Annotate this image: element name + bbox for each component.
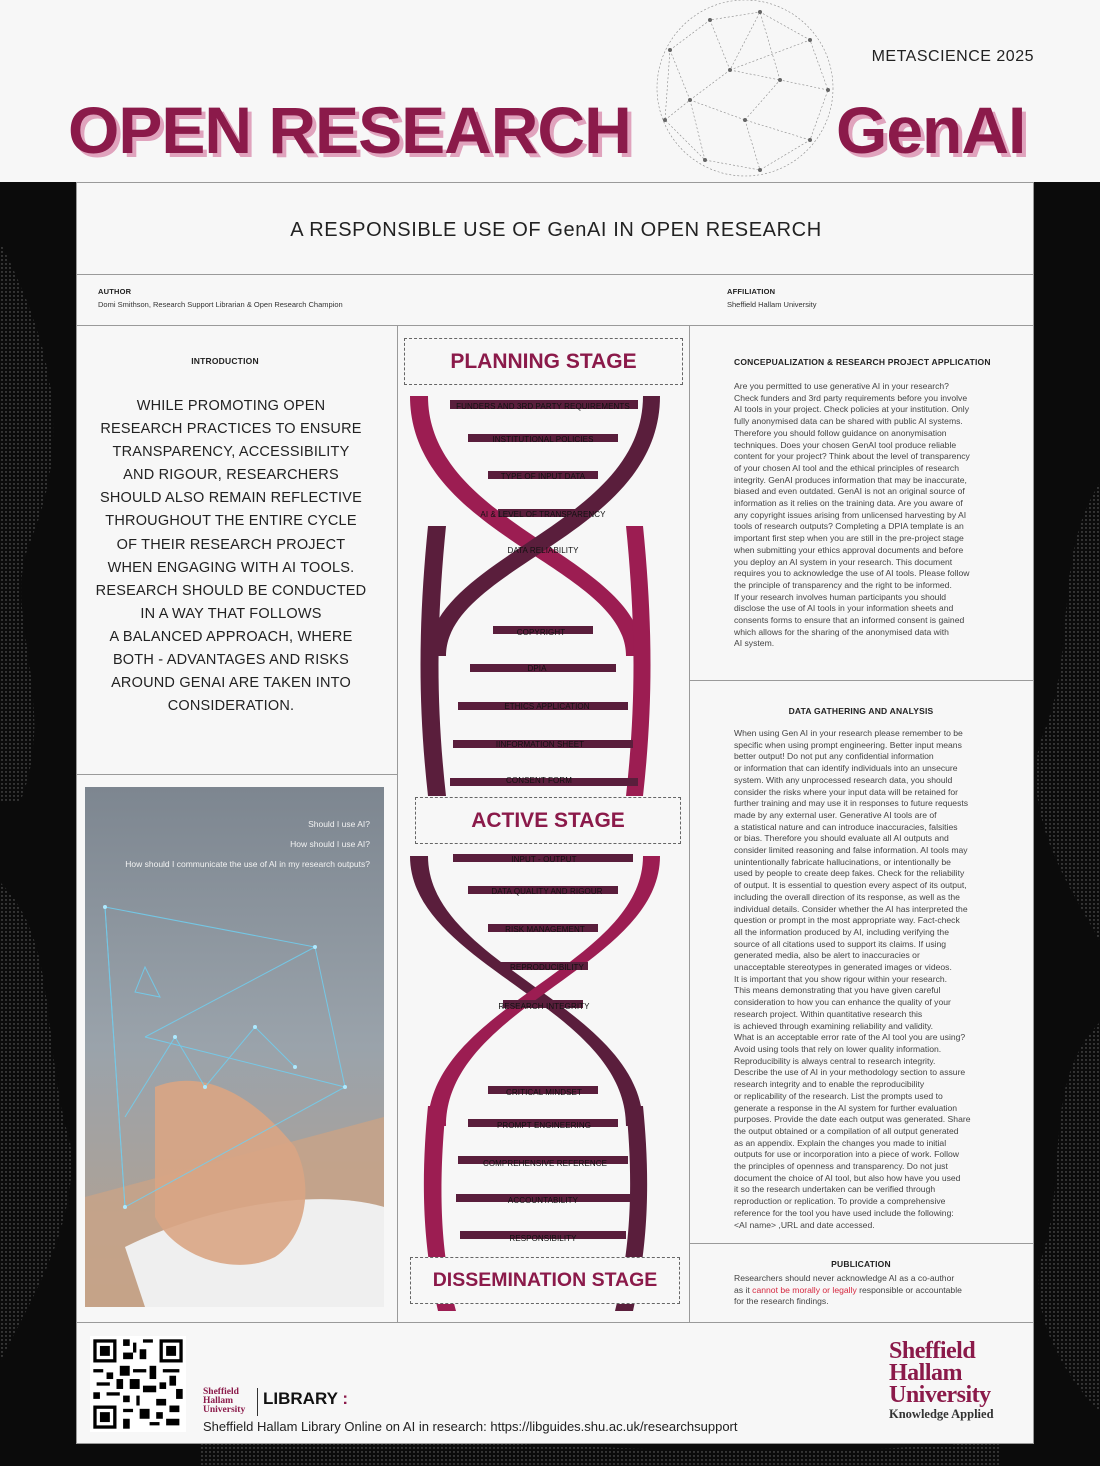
conference-label: METASCIENCE 2025 — [871, 48, 1034, 65]
concept-line: the principle of transparency and the right to be informed. — [734, 579, 952, 590]
data-line: made by any external user. Generative AI tools are of — [734, 809, 937, 820]
concept-line: AI system. — [734, 638, 775, 649]
concept-line: If your research involves human participants you should — [734, 591, 947, 602]
rung-ethics-application: ETHICS APPLICATION — [504, 702, 590, 711]
concept-line: content for your project? Think about the level of transparency — [734, 451, 970, 462]
rung-reproducibility: REPRODUCIBILITY — [510, 963, 584, 972]
data-line: used by people to create deep fakes. Check for the reliability — [734, 868, 965, 879]
photo-question-1: Should I use AI? — [308, 819, 370, 829]
data-line: or bias. Therefore you should evaluate all AI outputs and — [734, 833, 949, 844]
pub-line-3: for the research findings. — [734, 1296, 829, 1307]
data-line: including the overall direction of its response, as well as the — [734, 891, 960, 902]
data-line: consider the risks where your input data will be retained for — [734, 786, 959, 797]
author-label: AUTHOR — [98, 287, 132, 296]
rung-funders: FUNDERS AND 3RD PARTY REQUIREMENTS — [456, 402, 630, 411]
poster-header — [0, 0, 1100, 182]
photo-question-3: How should I communicate the use of AI in my research outputs? — [125, 859, 370, 869]
intro-line: WHILE PROMOTING OPEN — [136, 398, 326, 414]
data-line: unacceptable stereotypes in generated images or videos. — [734, 962, 952, 973]
rung-ai-transparency: AI & LEVEL OF TRANSPARENCY — [480, 510, 606, 519]
concept-line: integrity. GenAI produces information that may be inaccurate, — [734, 474, 967, 485]
data-line: purposes. Provide the date each output was generated. Share — [734, 1114, 971, 1125]
data-line: Reproducibility is always central to research integrity. — [734, 1055, 936, 1066]
data-line: specific when using prompt engineering. Better input means — [734, 739, 962, 750]
data-line: further training and may use it in responses to future requests — [734, 798, 969, 809]
data-line: all the information produced by AI, including verifying the — [734, 926, 949, 937]
data-line: or replicability of the research. List the prompts used to — [734, 1090, 943, 1101]
concept-line: which allows for the sharing of the anonymised data with — [734, 626, 949, 637]
data-line: What is an acceptable error rate of the AI tool you are using? — [734, 1032, 966, 1043]
data-line: generated media, also be alert to inaccuracies or — [734, 950, 920, 961]
concept-line: fully anonymised data can be shared with public AI systems. — [734, 416, 963, 427]
data-line: unintentionally fabricate hallucinations, or intentionally be — [734, 856, 951, 867]
intro-line: AROUND GENAI ARE TAKEN INTO — [111, 675, 351, 692]
concept-line: any copyright issues arising from unlicensed harvesting by AI — [734, 509, 967, 520]
rung-prompt-engineering: PROMPT ENGINEERING — [496, 1121, 592, 1130]
data-line: document the choice of AI tool, but also how have you used — [734, 1172, 961, 1183]
intro-line: OF THEIR RESEARCH PROJECT — [116, 536, 346, 553]
active-stage-box: ACTIVE STAGE — [415, 797, 681, 844]
concept-line: Therefore you should follow guidance on anonymisation — [734, 427, 947, 438]
data-line: When using Gen AI in your research please remember to be — [734, 728, 963, 738]
data-line: reference for the tool you have used include the following: — [734, 1207, 954, 1218]
author-value: Domi Smithson, Research Support Librarian & Open Research Champion — [98, 300, 343, 309]
affiliation-label: AFFILIATION — [727, 287, 776, 296]
intro-line: RESEARCH PRACTICES TO ENSURE — [100, 421, 362, 438]
intro-line: TRANSPARENCY, ACCESSIBILITY — [112, 444, 350, 461]
publication-heading: PUBLICATION — [831, 1259, 891, 1269]
title-genai: GenAI — [836, 93, 1026, 167]
photo-question-2: How should I use AI? — [290, 839, 370, 849]
intro-line: AND RIGOUR, RESEARCHERS — [123, 467, 339, 484]
intro-line: THROUGHOUT THE ENTIRE CYCLE — [105, 513, 357, 530]
poster-card — [76, 182, 1034, 1444]
rung-research-integrity: RESEARCH INTEGRITY — [498, 1002, 590, 1011]
concept-line: disclose the use of AI tools in your information sheets and — [734, 603, 954, 614]
data-gathering-text — [734, 728, 1024, 1231]
dissemination-stage-box: DISSEMINATION STAGE — [410, 1257, 680, 1304]
conceptualization-heading: CONCEPUALIZATION & RESEARCH PROJECT APPLICATION — [734, 357, 991, 367]
concept-line: requires you to acknowledge the use of AI tools. Please follow — [734, 568, 970, 579]
planning-stage-box: PLANNING STAGE — [404, 338, 683, 385]
intro-line: A BALANCED APPROACH, WHERE — [109, 628, 353, 645]
rung-input-output: INPUT - OUTPUT — [511, 855, 577, 864]
concept-line: techniques. Does your chosen GenAI tool produce reliable — [734, 439, 957, 450]
concept-line: information as it relies on the training data. Are you aware of — [734, 498, 963, 509]
intro-line: SHOULD ALSO REMAIN REFLECTIVE — [99, 490, 363, 507]
rung-consent-form: CONSENT FORM — [506, 776, 572, 785]
data-line: it so the research undertaken can be verified through — [734, 1184, 936, 1195]
data-line: is achieved through examining reliability and validity. — [734, 1020, 934, 1031]
data-line: the output obtained or a compilation of all output generated — [734, 1125, 959, 1136]
data-line: Avoid using tools that rely on lower quality information. — [734, 1043, 942, 1054]
concept-line: biased and even outdated. GenAI is not an original source of — [734, 486, 965, 497]
data-line: reproduction or replication. To provide a comprehensive — [734, 1196, 946, 1207]
concept-line: Are you permitted to use generative AI in your research? — [734, 381, 949, 391]
intro-line: CONSIDERATION. — [167, 698, 295, 715]
rung-risk-management: RISK MANAGEMENT — [505, 925, 585, 934]
rung-data-quality: DATA QUALITY AND RIGOUR — [491, 887, 603, 896]
data-line: Describe the use of AI in your methodology section to assure — [734, 1067, 966, 1078]
rung-information-sheet: IINFORMATION SHEET — [495, 740, 585, 749]
data-line: a statistical nature and can introduce inaccuracies, falsities — [734, 821, 958, 832]
rung-copyright: COPYRIGHT — [516, 628, 566, 637]
data-line: research project. Within quantitative research this — [734, 1008, 923, 1019]
shu-logo: Sheffield Hallam University Knowledge Applied — [889, 1340, 1029, 1422]
data-line: system. With any unprocessed research data, you should — [734, 774, 953, 785]
data-line: research integrity and to enable the reproducibility — [734, 1079, 925, 1090]
introduction-heading: INTRODUCTION — [191, 356, 259, 366]
intro-line: RESEARCH SHOULD BE CONDUCTED — [95, 582, 367, 599]
data-line: or information that can identify individuals into an unsecure — [734, 763, 958, 774]
network-globe-graphic — [650, 0, 840, 182]
data-line: individual details. Consider whether the AI has interpreted the — [734, 903, 968, 914]
data-line: This means demonstrating that you have given careful — [734, 985, 941, 996]
data-line: consider limited reasoning and false information. AI tools may — [734, 845, 968, 856]
pub-line-1: Researchers should never acknowledge AI as a co-author — [734, 1273, 955, 1283]
data-line: question or prompt in the most appropriate way. Fact-check — [734, 915, 960, 926]
intro-line: WHEN ENGAGING WITH AI TOOLS. — [107, 559, 355, 576]
data-line: outputs for use or incorporation into a piece of work. Follow — [734, 1149, 959, 1160]
data-line: source of all citations used to support its claims. If using — [734, 938, 947, 949]
data-line: generate a response in the AI system for further evaluation — [734, 1102, 958, 1113]
concept-line: important first step when you are still in the pre-project stage — [734, 533, 964, 544]
introduction-text — [83, 395, 379, 718]
concept-line: you deploy an AI system in your research. This document — [734, 556, 953, 567]
rung-comprehensive-reference: COMPREHENSIVE REFERENCE — [482, 1159, 608, 1168]
data-line: better output! Do not put any confidential information — [734, 751, 934, 762]
concept-line: Check funders and 3rd party requirements before you involve — [734, 392, 968, 403]
data-line: of output. It is essential to question every aspect of its output, — [734, 880, 967, 891]
intro-line: BOTH - ADVANTAGES AND RISKS — [112, 652, 350, 669]
rung-responsibility: RESPONSIBILITY — [509, 1234, 577, 1243]
concept-line: of your chosen AI tool and the ethical principles of research — [734, 462, 960, 473]
conceptualization-text — [734, 381, 1024, 650]
intro-line: IN A WAY THAT FOLLOWS — [140, 605, 322, 622]
affiliation-value: Sheffield Hallam University — [727, 300, 817, 309]
rung-accountability: ACCOUNTABILITY — [507, 1196, 579, 1205]
poster-subtitle: A RESPONSIBLE USE OF GenAI IN OPEN RESEARCH — [290, 219, 822, 241]
data-line: <AI name> ,URL and date accessed. — [734, 1219, 875, 1230]
concept-line: AI tools in your project. Check policies at your institution. Only — [734, 404, 970, 415]
data-line: the principles of openness and transparency. Do not just — [734, 1161, 948, 1172]
publication-text — [734, 1273, 1024, 1308]
library-logo-wordmark: Sheffield Hallam University — [203, 1387, 246, 1415]
data-line: consideration to how you can enhance the quality of your — [734, 997, 951, 1008]
title-open-research: OPEN RESEARCH — [68, 93, 631, 167]
rung-critical-mindset: CRITICAL MINDSET — [506, 1088, 582, 1097]
pub-highlight: cannot be morally or legally — [752, 1284, 857, 1295]
qr-code[interactable] — [90, 1336, 186, 1432]
data-gathering-heading: DATA GATHERING AND ANALYSIS — [788, 706, 934, 716]
library-label: LIBRARY : — [263, 1389, 349, 1408]
concept-line: tools of research outputs? Completing a DPIA template is an — [734, 521, 964, 532]
rung-data-reliability: DATA RELIABILITY — [507, 546, 579, 555]
data-line: It is important that you show rigour within your research. — [734, 973, 948, 984]
shu-tagline: Knowledge Applied — [889, 1407, 994, 1421]
data-line: as an appendix. Explain the changes you made to initial — [734, 1137, 947, 1148]
concept-line: when submitting your ethics approval documents and before — [734, 544, 964, 555]
rung-dpia: DPIA — [527, 664, 547, 673]
library-online-link[interactable]: Sheffield Hallam Library Online on AI in research: https://libguides.shu.ac.uk/researchsupport — [203, 1419, 738, 1434]
ai-hand-keyboard-photo — [85, 787, 384, 1307]
rung-type-of-input-data: TYPE OF INPUT DATA — [500, 472, 586, 481]
pub-line-2: as it cannot be morally or legally responsible or accountable — [734, 1284, 962, 1295]
concept-line: consents forms to ensure that an informed consent is gained — [734, 615, 965, 626]
rung-institutional-policies: INSTITUTIONAL POLICIES — [492, 435, 594, 444]
